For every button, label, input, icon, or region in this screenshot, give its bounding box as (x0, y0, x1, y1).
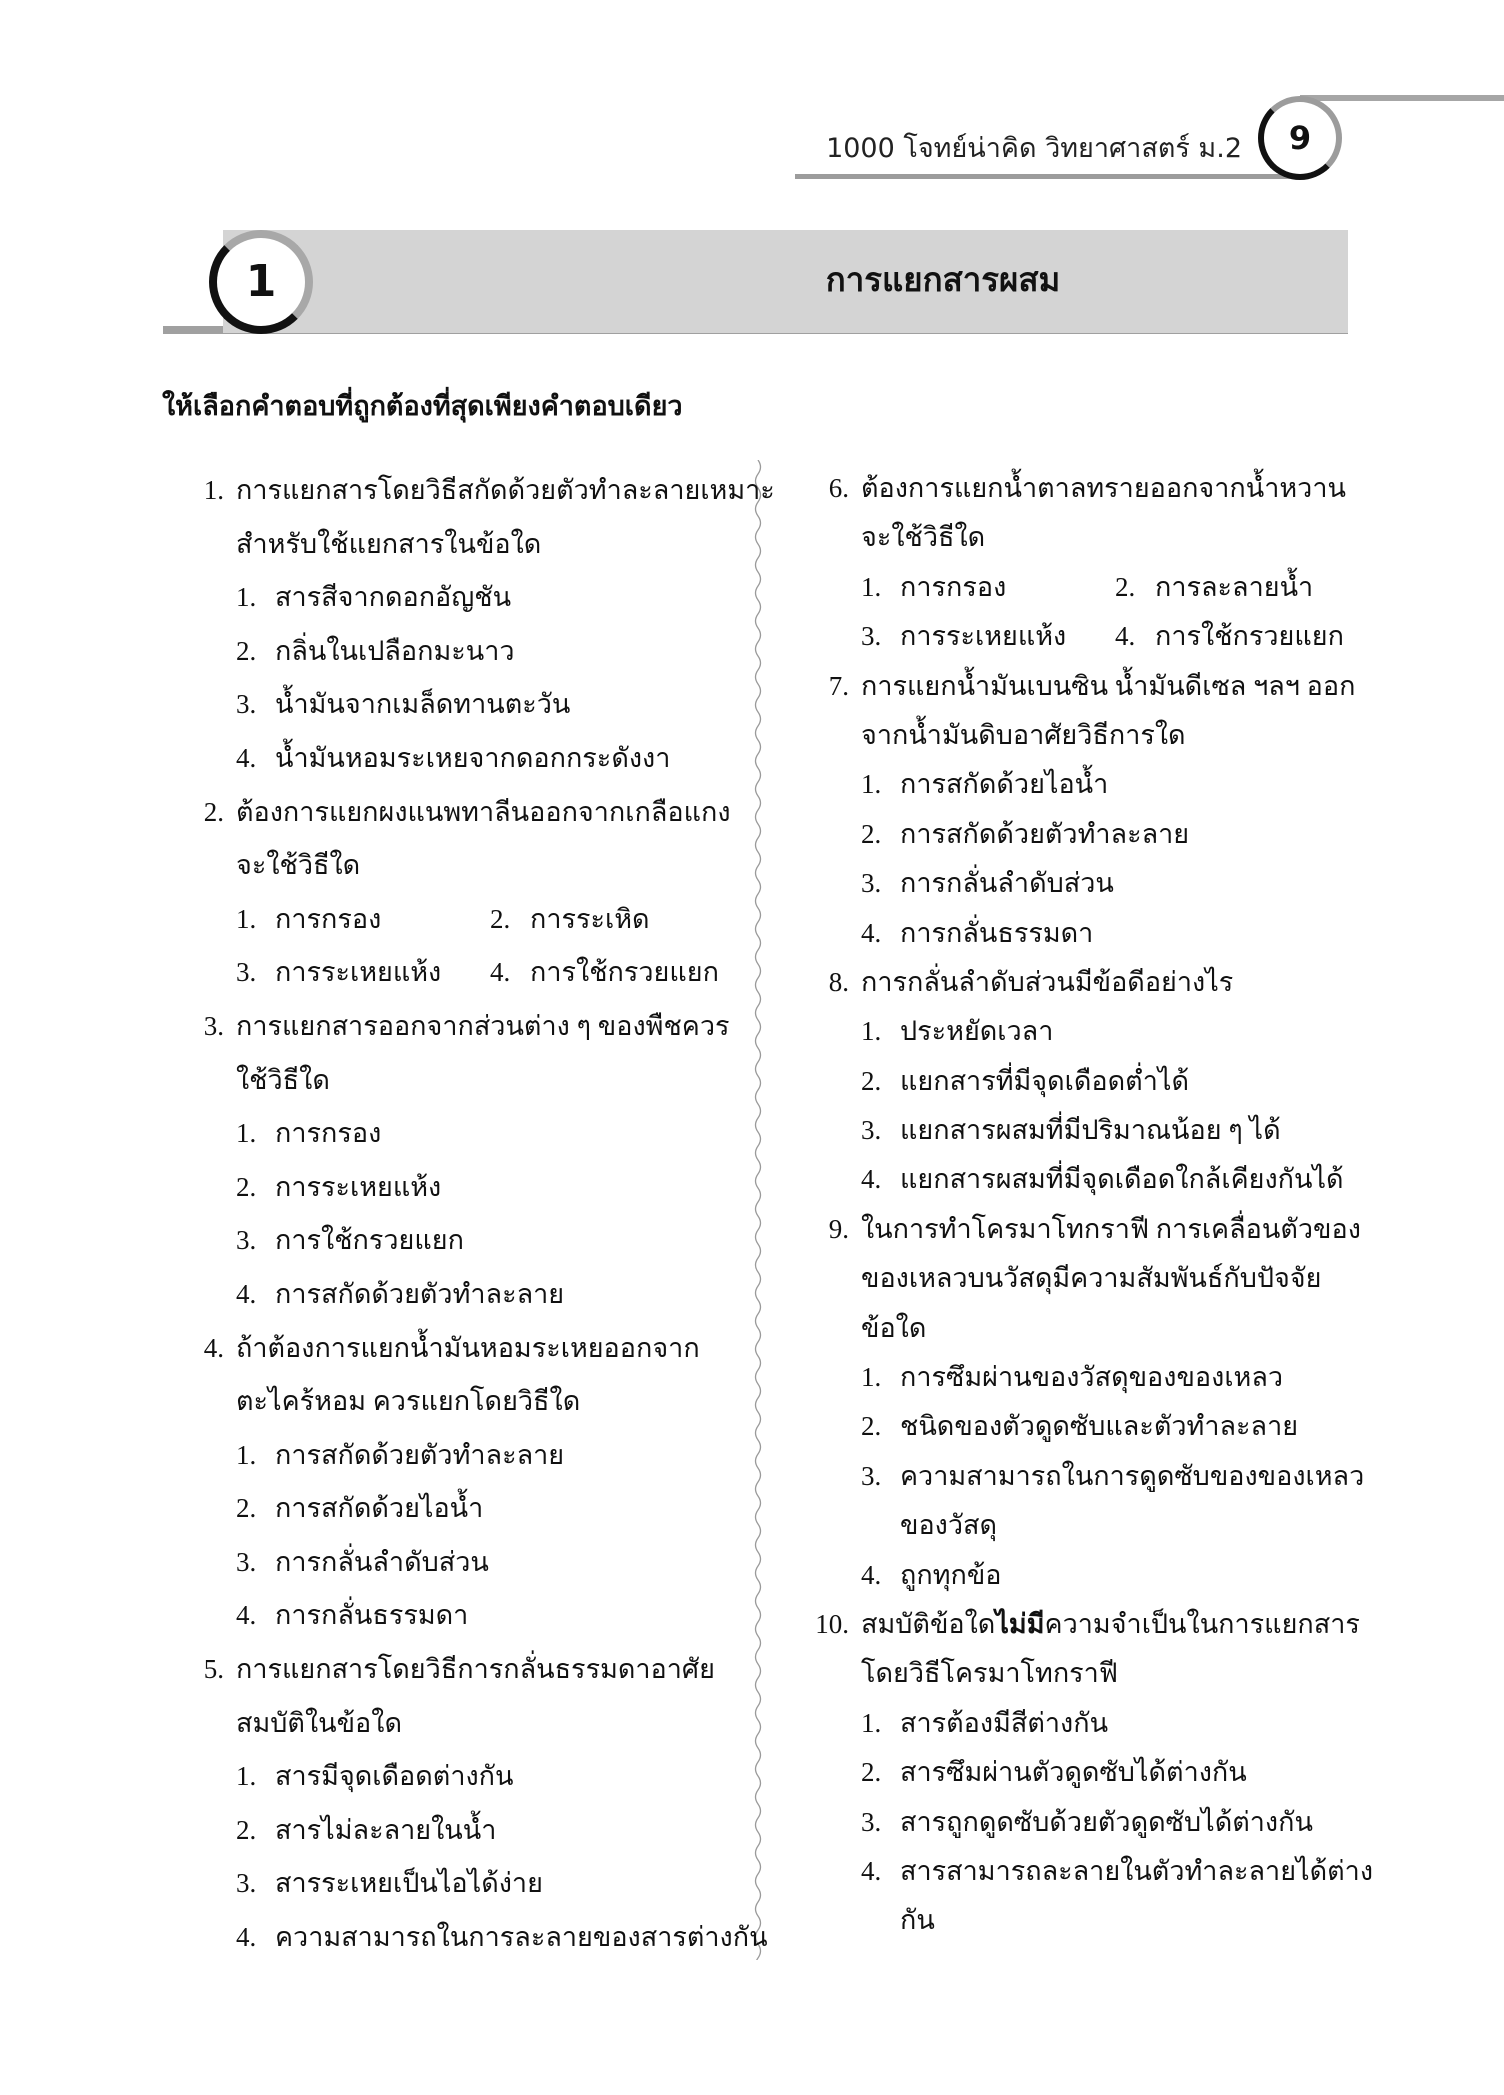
option (180, 1589, 725, 1643)
header-rule-bottom (795, 174, 1300, 179)
option-row (180, 946, 725, 1000)
option (805, 1452, 1365, 1501)
option-number: 1. (236, 903, 257, 934)
option-text: สารมีจุดเดือดต่างกัน (275, 1761, 514, 1792)
option-text: ความสามารถในการละลายของสารต่างกัน (275, 1922, 768, 1953)
option-text: การระเหยแห้ง (275, 957, 442, 988)
option-number: 2. (861, 1411, 882, 1442)
question-text: สมบัติในข้อใด (236, 1707, 402, 1738)
option-number: 4. (236, 1922, 257, 1953)
option-number: 4. (861, 1559, 882, 1590)
option-number: 3. (861, 868, 882, 899)
option (180, 732, 725, 786)
question-number: 9. (828, 1213, 849, 1244)
option-number: 1. (861, 1016, 882, 1047)
option-text: การระเหยแห้ง (275, 1171, 442, 1202)
question-text: สำหรับใช้แยกสารในข้อใด (236, 528, 542, 559)
question-text: จะใช้วิธีใด (861, 522, 986, 553)
option (805, 1847, 1374, 1896)
option-text: สารซึมผ่านตัวดูดซับได้ต่างกัน (900, 1757, 1247, 1788)
question-6 (805, 464, 1350, 662)
option-number: 3. (236, 1225, 257, 1256)
question-number: 7. (828, 670, 849, 701)
chapter-number: 1 (245, 256, 277, 307)
option (180, 1750, 725, 1804)
option-text: การกรอง (275, 903, 382, 934)
option-row (180, 893, 725, 947)
question-number: 10. (815, 1608, 849, 1639)
option-row (805, 612, 1350, 661)
option-number: 4. (490, 957, 511, 988)
option (805, 760, 1350, 809)
question-9 (805, 1205, 1365, 1600)
option-text: การกรอง (275, 1118, 382, 1149)
question-text: ต้องการแยกผงแนพทาลีนออกจากเกลือแกง (236, 796, 731, 827)
option-number: 3. (861, 1460, 882, 1491)
question-text: การแยกน้ำมันเบนซิน น้ำมันดีเซล ฯลฯ ออก (861, 670, 1356, 701)
option-number: 2. (236, 1814, 257, 1845)
question-text: ตะไคร้หอม ควรแยกโดยวิธีใด (236, 1386, 581, 1417)
question-10 (805, 1600, 1374, 1946)
question-text: ข้อใด (861, 1312, 927, 1343)
option-number: 4. (861, 917, 882, 948)
question-number: 2. (203, 796, 224, 827)
question-1 (180, 464, 775, 786)
option (805, 1353, 1350, 1402)
option (180, 1804, 725, 1858)
option-text: การระเหิด (530, 903, 650, 934)
option (805, 810, 1350, 859)
option (805, 1798, 1350, 1847)
question-text (861, 1600, 1360, 1649)
option (805, 1057, 1350, 1106)
option-text: น้ำมันหอมระเหยจากดอกกระดังงา (275, 742, 671, 773)
option (180, 1214, 725, 1268)
option-text: การกลั่นธรรมดา (900, 917, 1094, 948)
option-text: การสกัดด้วยตัวทำละลาย (275, 1439, 565, 1470)
option-text: แยกสารผสมที่มีปริมาณน้อย ๆ ได้ (900, 1115, 1281, 1146)
option-number: 3. (861, 1806, 882, 1837)
option-text: การระเหยแห้ง (900, 621, 1067, 652)
option (805, 1551, 1350, 1600)
option-text: ถูกทุกข้อ (900, 1559, 1002, 1590)
question-text: ถ้าต้องการแยกน้ำมันหอมระเหยออกจาก (236, 1332, 700, 1363)
option-number: 1. (861, 769, 882, 800)
option-text: การสกัดด้วยตัวทำละลาย (900, 818, 1190, 849)
question-text-part: ความจำเป็นในการแยกสาร (1044, 1608, 1360, 1639)
question-text: ในการทำโครมาโทกราฟี การเคลื่อนตัวของ (861, 1213, 1361, 1244)
running-header (0, 0, 1504, 190)
option (805, 1402, 1350, 1451)
question-text: จะใช้วิธีใด (236, 850, 361, 881)
option-number: 4. (1115, 621, 1136, 652)
option-text: แยกสารผสมที่มีจุดเดือดใกล้เคียงกันได้ (900, 1164, 1344, 1195)
question-text: การกลั่นลำดับส่วนมีข้อดีอย่างไร (861, 966, 1234, 997)
question-2 (180, 786, 731, 1000)
question-text-part: สมบัติข้อใด (861, 1608, 996, 1639)
option-number: 2. (861, 1065, 882, 1096)
option-number: 1. (861, 1707, 882, 1738)
option (805, 1007, 1350, 1056)
option-text: การสกัดด้วยไอน้ำ (900, 769, 1109, 800)
question-text: ของเหลวบนวัสดุมีความสัมพันธ์กับปัจจัย (861, 1263, 1322, 1294)
option-text: การซึมผ่านของวัสดุของของเหลว (900, 1362, 1284, 1393)
option-number: 4. (236, 1278, 257, 1309)
option-number: 4. (861, 1164, 882, 1195)
question-number: 5. (203, 1654, 224, 1685)
option-text: สารสามารถละลายในตัวทำละลายได้ต่าง (900, 1855, 1374, 1886)
option-text: ความสามารถในการดูดซับของของเหลว (900, 1460, 1365, 1491)
option-text: การสกัดด้วยตัวทำละลาย (275, 1278, 565, 1309)
question-number: 8. (828, 966, 849, 997)
option-number: 4. (861, 1855, 882, 1886)
option-number: 2. (236, 1493, 257, 1524)
question-3 (180, 1000, 730, 1322)
option-number: 2. (236, 1171, 257, 1202)
question-text: การแยกสารออกจากส่วนต่าง ๆ ของพืชควร (236, 1010, 730, 1041)
option-number: 3. (861, 621, 882, 652)
column-divider (752, 460, 764, 1960)
option-text: สารต้องมีสีต่างกัน (900, 1707, 1109, 1738)
emphasis-text: ไม่มี (995, 1608, 1045, 1639)
book-title: 1000 โจทย์น่าคิด วิทยาศาสตร์ ม.2 (826, 133, 1242, 164)
question-text: การแยกสารโดยวิธีการกลั่นธรรมดาอาศัย (236, 1654, 715, 1685)
option-text: สารสีจากดอกอัญชัน (275, 582, 512, 613)
option (180, 1482, 725, 1536)
option-text: ของวัสดุ (900, 1510, 998, 1541)
option-number: 2. (236, 635, 257, 666)
option (180, 1107, 725, 1161)
option-text: การกรอง (900, 571, 1007, 602)
chapter-title: การแยกสารผสม (825, 260, 1061, 299)
option-text: ประหยัดเวลา (900, 1016, 1054, 1047)
option-text: การใช้กรวยแยก (1155, 621, 1344, 652)
option-continuation (805, 1896, 1350, 1945)
option-number: 3. (236, 1546, 257, 1577)
option-number: 3. (236, 1868, 257, 1899)
option-text: กัน (900, 1905, 935, 1936)
option-text: การใช้กรวยแยก (275, 1225, 464, 1256)
chapter-banner (163, 226, 1348, 339)
option-number: 1. (236, 1439, 257, 1470)
option-text: การกลั่นลำดับส่วน (275, 1546, 489, 1577)
option-text: กลิ่นในเปลือกมะนาว (275, 635, 515, 666)
option-number: 2. (861, 818, 882, 849)
option-text: การใช้กรวยแยก (530, 957, 719, 988)
question-7 (805, 662, 1356, 958)
option (180, 1268, 725, 1322)
option-number: 2. (861, 1757, 882, 1788)
option-number: 4. (236, 742, 257, 773)
question-text: การแยกสารโดยวิธีสกัดด้วยตัวทำละลายเหมาะ (236, 475, 775, 505)
option-text: สารถูกดูดซับด้วยตัวดูดซับได้ต่างกัน (900, 1806, 1313, 1837)
option (180, 1857, 725, 1911)
option (805, 1699, 1350, 1748)
option-number: 3. (236, 957, 257, 988)
option (805, 859, 1350, 908)
option (180, 1161, 725, 1215)
option-number: 2. (1115, 571, 1136, 602)
option (805, 1155, 1350, 1204)
option-text: การละลายน้ำ (1155, 571, 1314, 602)
option-number: 1. (861, 571, 882, 602)
option (180, 625, 725, 679)
option-text: น้ำมันจากเมล็ดทานตะวัน (275, 689, 571, 720)
question-number: 4. (203, 1332, 224, 1363)
option-number: 1. (236, 1761, 257, 1792)
question-number: 3. (203, 1010, 224, 1041)
option-text: การสกัดด้วยไอน้ำ (275, 1493, 484, 1524)
option-text: การกลั่นธรรมดา (275, 1600, 469, 1631)
option-row (805, 563, 1350, 612)
question-4 (180, 1322, 725, 1644)
option-continuation (805, 1501, 1350, 1550)
option (180, 571, 725, 625)
option-text: สารไม่ละลายในน้ำ (275, 1814, 497, 1845)
page-number: 9 (1288, 119, 1312, 157)
option (180, 1911, 768, 1965)
instruction-text: ให้เลือกคำตอบที่ถูกต้องที่สุดเพียงคำตอบเดียว (162, 391, 683, 422)
option-number: 3. (236, 689, 257, 720)
option (805, 909, 1350, 958)
question-number: 6. (828, 473, 849, 503)
option (180, 1536, 725, 1590)
question-text: โดยวิธีโครมาโทกราฟี (861, 1658, 1118, 1689)
question-text: จากน้ำมันดิบอาศัยวิธีการใด (861, 719, 1186, 750)
option-number: 2. (490, 903, 511, 934)
question-number: 1. (203, 475, 224, 505)
right-column (805, 464, 1374, 1946)
option-text: แยกสารที่มีจุดเดือดต่ำได้ (900, 1065, 1189, 1096)
option-number: 1. (861, 1362, 882, 1393)
option-text: สารระเหยเป็นไอได้ง่าย (275, 1868, 543, 1899)
option (805, 1748, 1350, 1797)
option-number: 1. (236, 582, 257, 613)
option-number: 1. (236, 1118, 257, 1149)
left-column (180, 464, 775, 1965)
option (805, 1106, 1350, 1155)
option (180, 1429, 725, 1483)
option (180, 678, 725, 732)
option-number: 3. (861, 1115, 882, 1146)
question-8 (805, 958, 1350, 1205)
question-text: ต้องการแยกน้ำตาลทรายออกจากน้ำหวาน (861, 473, 1346, 503)
question-text: ใช้วิธีใด (236, 1064, 330, 1095)
option-text: การกลั่นลำดับส่วน (900, 868, 1114, 899)
option-text: ชนิดของตัวดูดซับและตัวทำละลาย (900, 1411, 1299, 1442)
option-number: 4. (236, 1600, 257, 1631)
question-5 (180, 1643, 768, 1965)
